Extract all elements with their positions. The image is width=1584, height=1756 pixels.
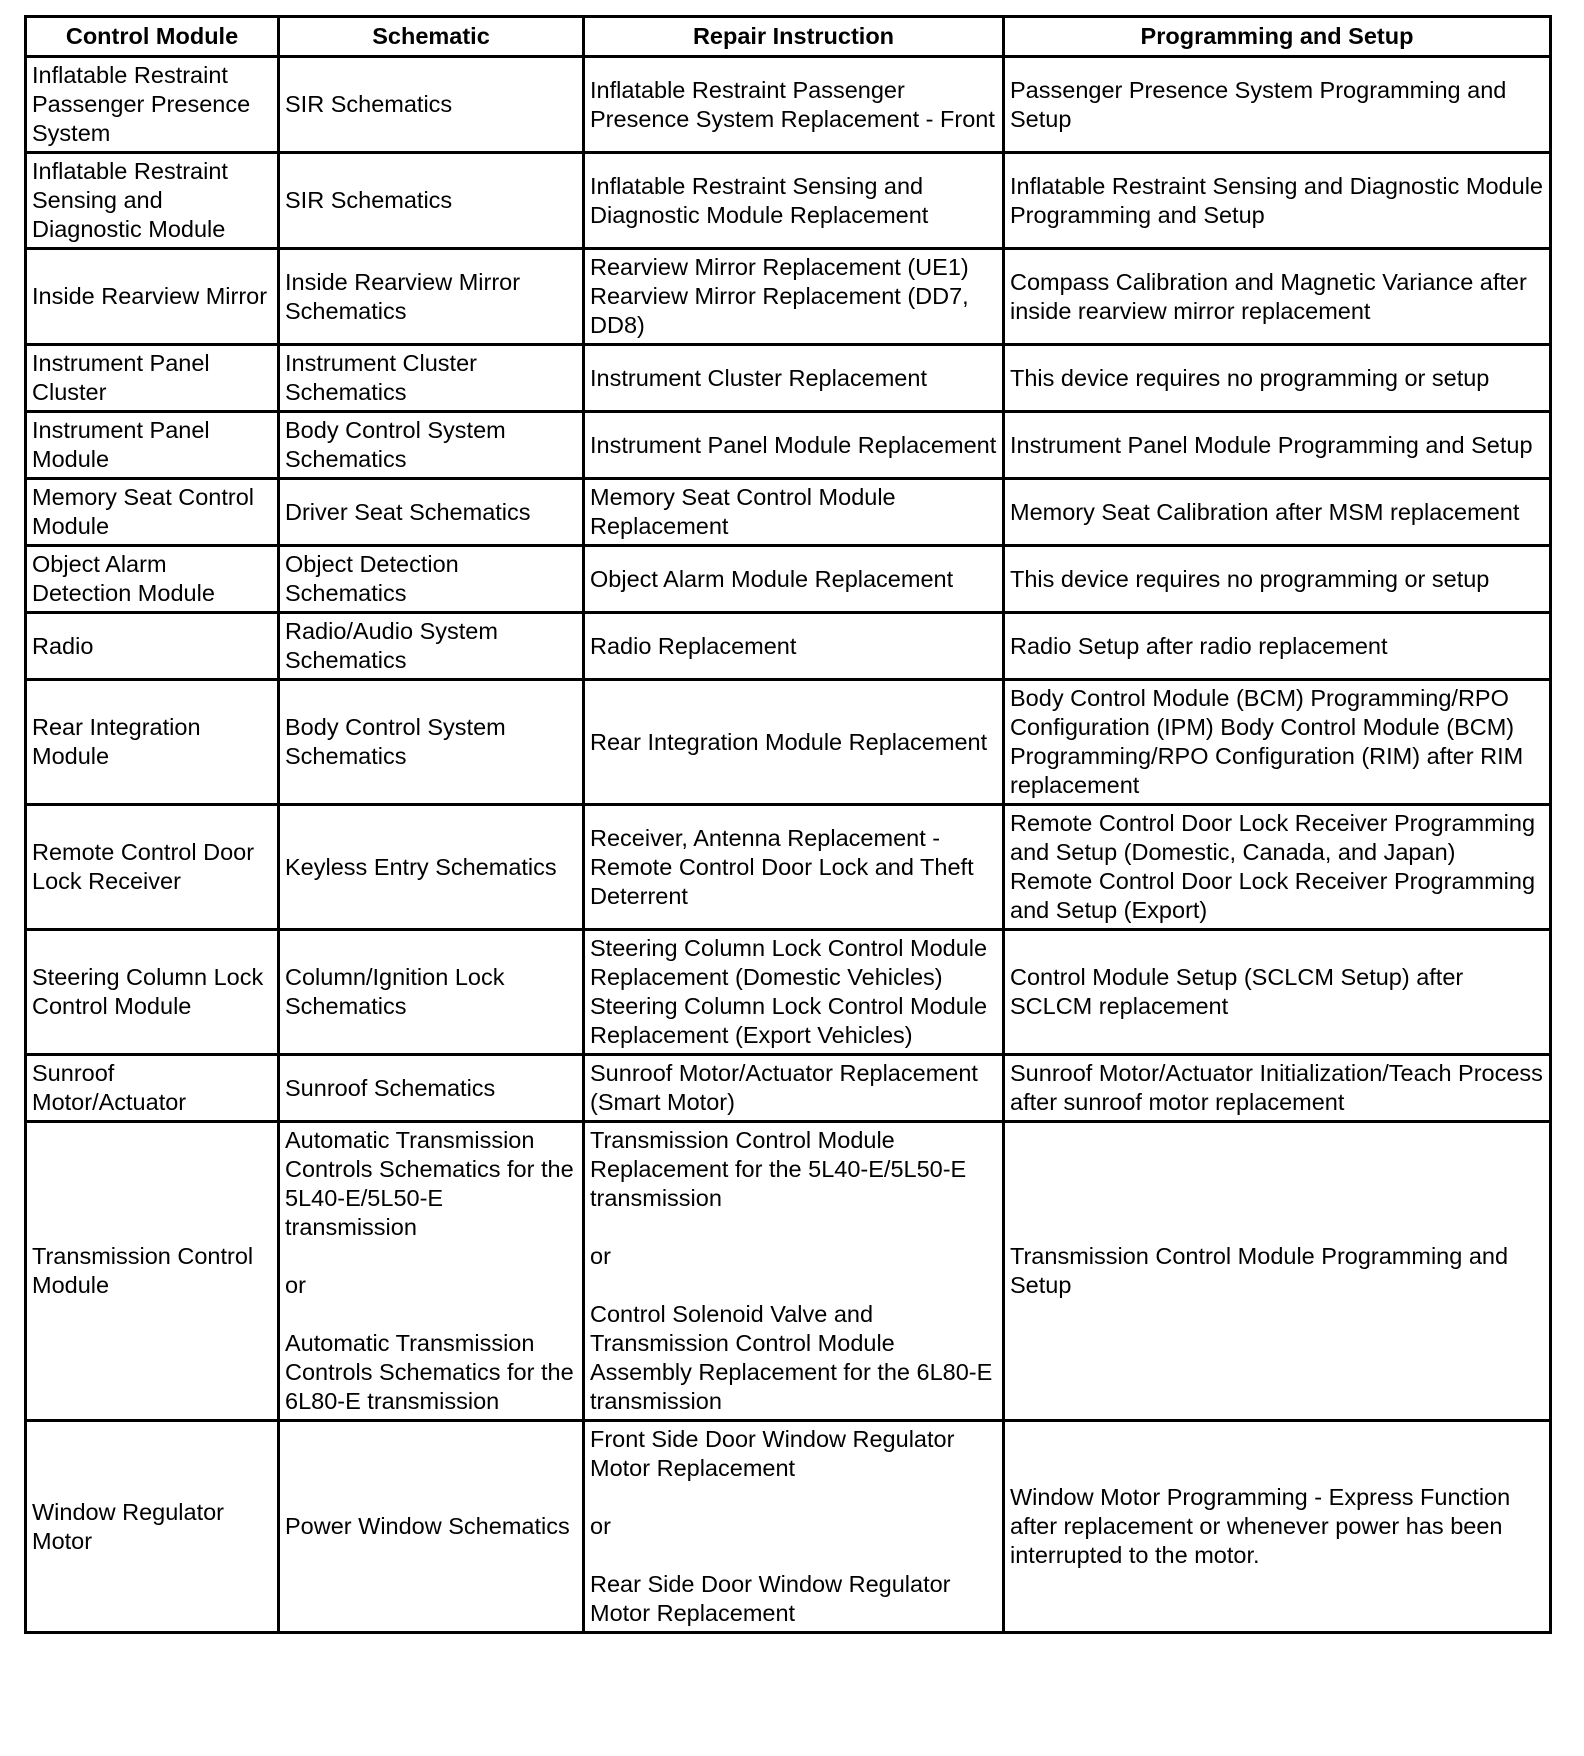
schematic-cell	[279, 1122, 584, 1421]
cell-text: Instrument Panel Module Replacement	[590, 431, 997, 458]
table-row	[26, 805, 1551, 930]
module-cell	[26, 345, 279, 412]
module-cell	[26, 1055, 279, 1122]
cell-text: Radio Setup after radio replacement	[1010, 632, 1388, 659]
cell-text: SIR Schematics	[285, 91, 453, 117]
repair-cell	[584, 249, 1004, 345]
cell-text: Memory Seat Control Module	[32, 484, 255, 539]
cell-text: Sunroof Motor/Actuator Initialization/Teach Process after sunroof motor replacement	[1010, 1060, 1543, 1115]
paragraph-gap	[590, 1271, 997, 1300]
repair-cell	[584, 546, 1004, 613]
programming-cell	[1004, 680, 1551, 805]
schematic-cell	[279, 1421, 584, 1633]
table-body	[26, 57, 1551, 1633]
table-row	[26, 57, 1551, 153]
cell-text: SIR Schematics	[285, 187, 453, 213]
programming-cell	[1004, 1421, 1551, 1633]
module-cell	[26, 1421, 279, 1633]
header-control-module: Control Module	[26, 17, 279, 57]
cell-text: Column/Ignition Lock Schematics	[285, 964, 505, 1019]
programming-cell	[1004, 249, 1551, 345]
cell-text: Inflatable Restraint Passenger Presence System Replacement - Front	[590, 76, 995, 132]
cell-text: or	[285, 1272, 306, 1298]
cell-text: Radio Replacement	[590, 632, 797, 659]
schematic-cell	[279, 546, 584, 613]
repair-cell	[584, 613, 1004, 680]
cell-text: Window Motor Programming - Express Function after replacement or whenever power has been interrupted to the motor.	[1010, 1484, 1511, 1568]
schematic-cell	[279, 345, 584, 412]
cell-text: Keyless Entry Schematics	[285, 853, 557, 880]
cell-text: Automatic Transmission Controls Schematics for the 5L40-E/5L50-E transmission	[285, 1127, 574, 1240]
cell-text: Control Module Setup (SCLCM Setup) after SCLCM replacement	[1010, 964, 1464, 1019]
schematic-cell	[279, 680, 584, 805]
cell-text: Instrument Panel Cluster	[32, 350, 210, 405]
repair-cell	[584, 479, 1004, 546]
programming-cell	[1004, 1122, 1551, 1421]
cell-text: Transmission Control Module Programming and Setup	[1010, 1243, 1509, 1298]
repair-cell	[584, 680, 1004, 805]
schematic-cell	[279, 57, 584, 153]
control-module-table-container	[24, 15, 1549, 1634]
schematic-cell	[279, 805, 584, 930]
programming-cell	[1004, 613, 1551, 680]
table-row	[26, 412, 1551, 479]
cell-text: Steering Column Lock Control Module Replacement (Domestic Vehicles) Steering Column Lock Control Module Replacement (Export Vehicles)	[590, 935, 988, 1048]
module-cell	[26, 613, 279, 680]
cell-text: Instrument Cluster Schematics	[285, 350, 477, 405]
paragraph-gap	[590, 1213, 997, 1242]
cell-text: Transmission Control Module	[32, 1243, 254, 1298]
repair-cell	[584, 805, 1004, 930]
repair-cell	[584, 153, 1004, 249]
programming-cell	[1004, 1055, 1551, 1122]
cell-text: Remote Control Door Lock Receiver	[32, 839, 255, 894]
programming-cell	[1004, 546, 1551, 613]
programming-cell	[1004, 57, 1551, 153]
cell-text: Sunroof Motor/Actuator	[32, 1060, 187, 1115]
cell-text: Receiver, Antenna Replacement - Remote Control Door Lock and Theft Deterrent	[590, 824, 974, 909]
cell-text: or	[590, 1513, 611, 1539]
paragraph-gap	[285, 1242, 577, 1271]
header-programming-setup: Programming and Setup	[1004, 17, 1551, 57]
module-cell	[26, 479, 279, 546]
cell-text: Radio	[32, 632, 94, 659]
table-row	[26, 153, 1551, 249]
table-header-row	[26, 17, 1551, 57]
module-cell	[26, 57, 279, 153]
table-row	[26, 1421, 1551, 1633]
schematic-cell	[279, 1055, 584, 1122]
schematic-cell	[279, 153, 584, 249]
module-cell	[26, 805, 279, 930]
cell-text: Sunroof Motor/Actuator Replacement (Smart Motor)	[590, 1060, 978, 1115]
repair-cell	[584, 930, 1004, 1055]
cell-text: Body Control Module (BCM) Programming/RPO Configuration (IPM) Body Control Module (BCM) Programming/RPO Configuration (RIM) after RIM replacement	[1010, 685, 1524, 798]
module-cell	[26, 412, 279, 479]
module-cell	[26, 680, 279, 805]
cell-text: This device requires no programming or setup	[1010, 364, 1490, 391]
cell-text: Passenger Presence System Programming and Setup	[1010, 76, 1507, 132]
programming-cell	[1004, 153, 1551, 249]
cell-text: Power Window Schematics	[285, 1513, 570, 1539]
header-repair-instruction: Repair Instruction	[584, 17, 1004, 57]
repair-cell	[584, 1421, 1004, 1633]
cell-text: Inside Rearview Mirror Schematics	[285, 268, 521, 324]
cell-text: Steering Column Lock Control Module	[32, 964, 264, 1019]
schematic-cell	[279, 930, 584, 1055]
repair-cell	[584, 57, 1004, 153]
programming-cell	[1004, 345, 1551, 412]
module-cell	[26, 1122, 279, 1421]
paragraph-gap	[285, 1300, 577, 1329]
programming-cell	[1004, 930, 1551, 1055]
cell-text: Inside Rearview Mirror	[32, 283, 268, 309]
cell-text: Body Control System Schematics	[285, 714, 506, 769]
module-cell	[26, 546, 279, 613]
table-row	[26, 613, 1551, 680]
cell-text: Sunroof Schematics	[285, 1074, 496, 1101]
cell-text: Inflatable Restraint Passenger Presence System	[32, 62, 251, 146]
cell-text: Window Regulator Motor	[32, 1498, 225, 1554]
paragraph-gap	[590, 1541, 997, 1570]
repair-cell	[584, 1122, 1004, 1421]
table-row	[26, 930, 1551, 1055]
cell-text: Control Solenoid Valve and Transmission Control Module Assembly Replacement for the 6L80-E transmission	[590, 1301, 993, 1414]
cell-text: Transmission Control Module Replacement for the 5L40-E/5L50-E transmission	[590, 1127, 967, 1211]
cell-text: Memory Seat Calibration after MSM replacement	[1010, 498, 1520, 525]
cell-text: Body Control System Schematics	[285, 417, 506, 472]
paragraph-gap	[590, 1483, 997, 1512]
cell-text: Memory Seat Control Module Replacement	[590, 484, 896, 539]
cell-text: Driver Seat Schematics	[285, 498, 531, 525]
schematic-cell	[279, 249, 584, 345]
cell-text: Object Alarm Detection Module	[32, 551, 215, 606]
cell-text: Instrument Panel Module	[32, 417, 210, 472]
header-schematic: Schematic	[279, 17, 584, 57]
schematic-cell	[279, 412, 584, 479]
cell-text: Inflatable Restraint Sensing and Diagnostic Module Replacement	[590, 172, 929, 228]
cell-text: Rear Integration Module Replacement	[590, 728, 988, 755]
repair-cell	[584, 1055, 1004, 1122]
cell-text: Object Detection Schematics	[285, 551, 459, 606]
schematic-cell	[279, 479, 584, 546]
table-row	[26, 1055, 1551, 1122]
table-row	[26, 680, 1551, 805]
repair-cell	[584, 345, 1004, 412]
cell-text: Instrument Cluster Replacement	[590, 364, 927, 391]
table-row	[26, 479, 1551, 546]
cell-text: Remote Control Door Lock Receiver Programming and Setup (Domestic, Canada, and Japan) Remote Control Door Lock Receiver Programming and Setup (Export)	[1010, 810, 1536, 923]
cell-text: Compass Calibration and Magnetic Variance after inside rearview mirror replacement	[1010, 268, 1527, 324]
table-row	[26, 249, 1551, 345]
cell-text: Rearview Mirror Replacement (UE1) Rearview Mirror Replacement (DD7, DD8)	[590, 254, 969, 338]
cell-text: This device requires no programming or setup	[1010, 565, 1490, 592]
module-cell	[26, 930, 279, 1055]
cell-text: Front Side Door Window Regulator Motor Replacement	[590, 1426, 955, 1481]
cell-text: Object Alarm Module Replacement	[590, 565, 954, 592]
programming-cell	[1004, 479, 1551, 546]
cell-text: Rear Side Door Window Regulator Motor Replacement	[590, 1571, 951, 1626]
cell-text: Inflatable Restraint Sensing and Diagnostic Module Programming and Setup	[1010, 172, 1543, 228]
programming-cell	[1004, 805, 1551, 930]
cell-text: Inflatable Restraint Sensing and Diagnostic Module	[32, 158, 228, 242]
cell-text: Radio/Audio System Schematics	[285, 618, 498, 673]
module-cell	[26, 153, 279, 249]
table-row	[26, 345, 1551, 412]
table-row	[26, 1122, 1551, 1421]
table-row	[26, 546, 1551, 613]
control-module-table	[24, 15, 1552, 1634]
cell-text: Instrument Panel Module Programming and Setup	[1010, 431, 1533, 458]
cell-text: or	[590, 1243, 611, 1269]
cell-text: Rear Integration Module	[32, 714, 201, 769]
repair-cell	[584, 412, 1004, 479]
schematic-cell	[279, 613, 584, 680]
cell-text: Automatic Transmission Controls Schematics for the 6L80-E transmission	[285, 1330, 574, 1414]
programming-cell	[1004, 412, 1551, 479]
module-cell	[26, 249, 279, 345]
